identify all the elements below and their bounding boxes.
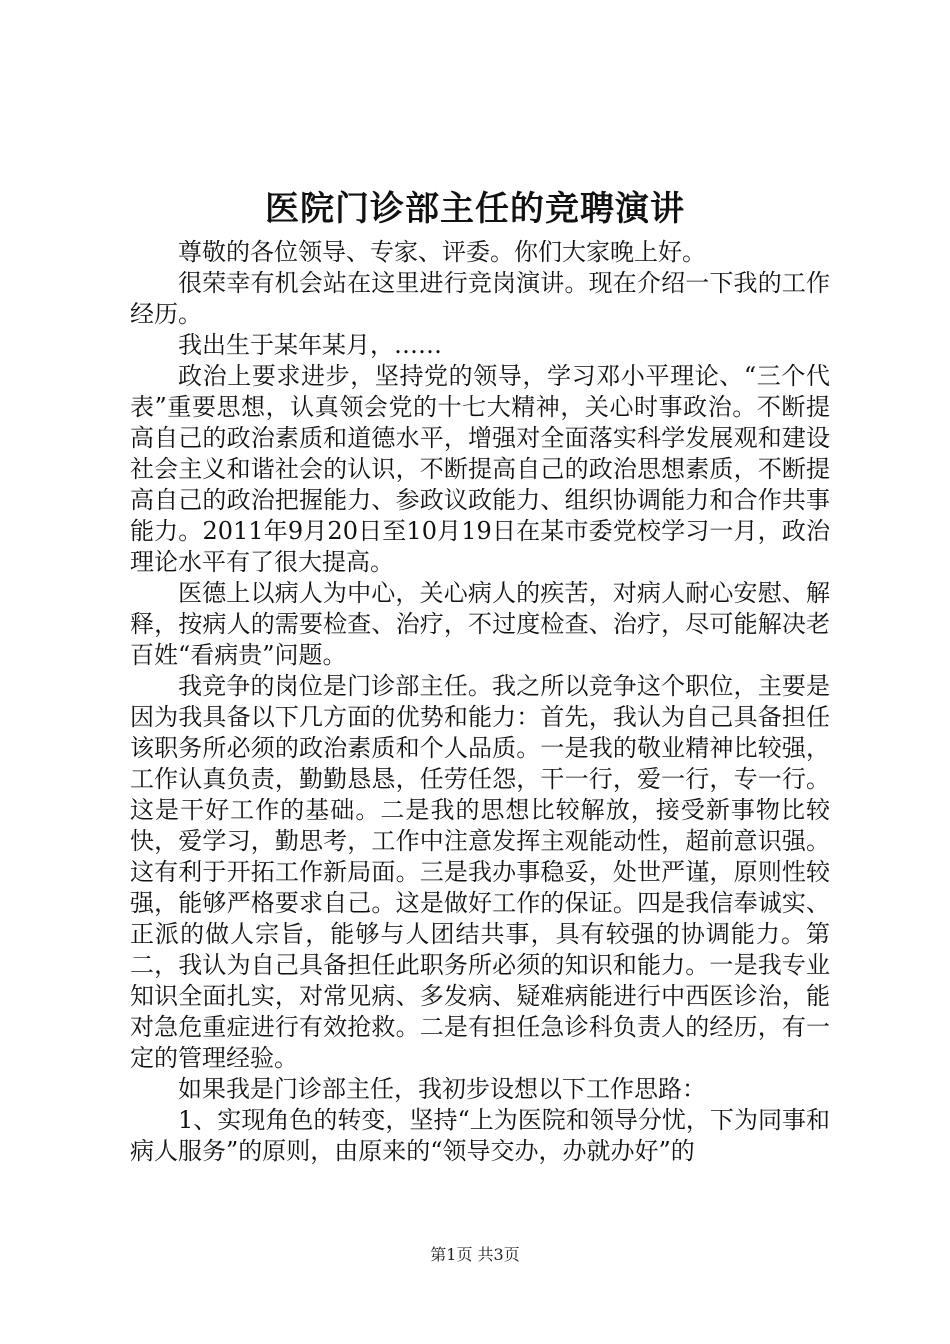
paragraph-greeting: 尊敬的各位领导、专家、评委。你们大家晚上好。 xyxy=(178,238,706,266)
paragraph-intro: 很荣幸有机会站在这里进行竞岗演讲。现在介绍一下我的工作经历。 xyxy=(130,269,830,328)
page-number-footer: 第1页 共3页 xyxy=(430,1245,520,1264)
paragraph-plan-item-1: 1、实现角色的转变，坚持“上为医院和领导分忧，下为同事和病人服务”的原则，由原来的“领导交办，办就办好”的 xyxy=(130,1106,830,1165)
paragraph-birth: 我出生于某年某月，…… xyxy=(178,331,442,359)
paragraph-qualifications: 我竞争的岗位是门诊部主任。我之所以竞争这个职位，主要是因为我具备以下几方面的优势和能力：首先，我认为自己具备担任该职务所必须的政治素质和个人品质。一是我的敬业精神比较强，工作认真负责，勤勤恳恳，任劳任怨，干一行，爱一行，专一行。这是干好工作的基础。二是我的思想比较解放，接受新事物比较快，爱学习，勤思考，工作中注意发挥主观能动性，超前意识强。这有利于开拓工作新局面。三是我办事稳妥，处世严谨，原则性较强，能够严格要求自己。这是做好工作的保证。四是我信奉诚实、正派的做人宗旨，能够与人团结共事，具有较强的协调能力。第二，我认为自己具备担任此职务所必须的知识和能力。一是我专业知识全面扎实，对常见病、多发病、疑难病能进行中西医诊治，能对急危重症进行有效抢救。二是有担任急诊科负责人的经历，有一定的管理经验。 xyxy=(130,672,830,1072)
paragraph-plan-intro: 如果我是门诊部主任，我初步设想以下工作思路： xyxy=(178,1075,706,1103)
document-title: 医院门诊部主任的竞聘演讲 xyxy=(265,189,685,229)
paragraph-ethics: 医德上以病人为中心，关心病人的疾苦，对病人耐心安慰、解释，按病人的需要检查、治疗，不过度检查、治疗，尽可能解决老百姓“看病贵”问题。 xyxy=(130,579,830,669)
document-body xyxy=(130,237,830,1167)
paragraph-politics: 政治上要求进步，坚持党的领导，学习邓小平理论、“三个代表”重要思想，认真领会党的十七大精神，关心时事政治。不断提高自己的政治素质和道德水平，增强对全面落实科学发展观和建设社会主义和谐社会的认识，不断提高自己的政治思想素质，不断提高自己的政治把握能力、参政议政能力、组织协调能力和合作共事能力。2011年9月20日至10月19日在某市委党校学习一月，政治理论水平有了很大提高。 xyxy=(130,362,830,576)
